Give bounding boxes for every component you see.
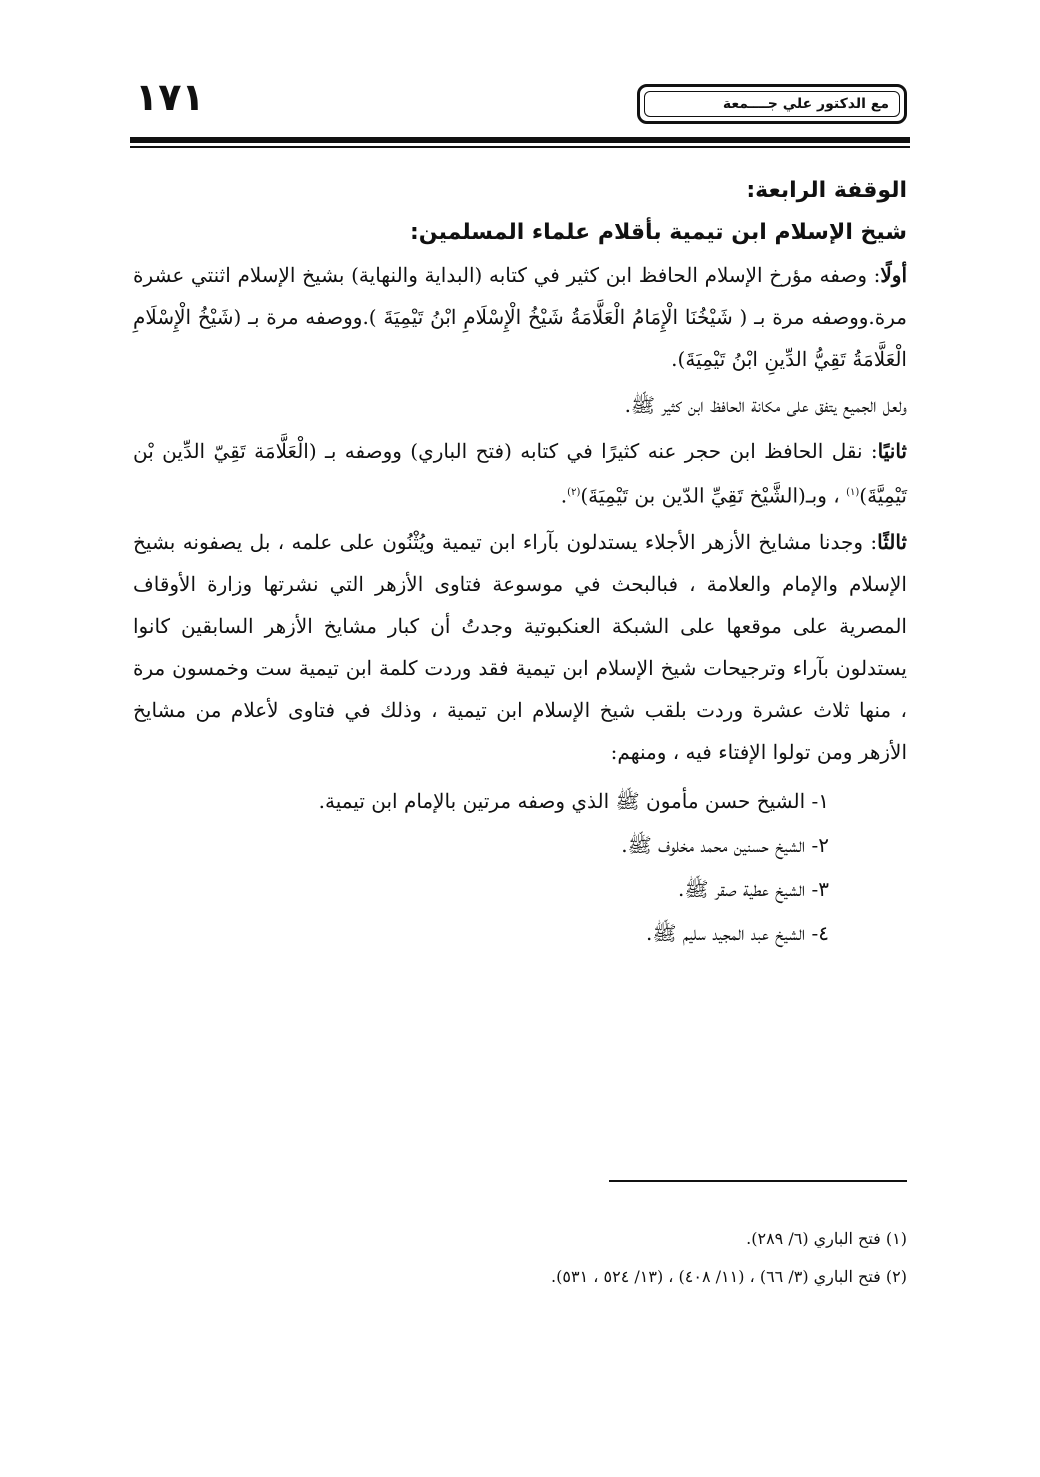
running-head-title: مع الدكتور علي جــــمعة [644,91,900,117]
running-head-frame [637,84,907,124]
paragraph-third-lead: ثالثًا [877,529,907,554]
footnote-ref-2[interactable]: (٢) [567,487,581,498]
footnote-ref-1[interactable]: (١) [846,487,860,498]
page-number: ١٧١ [135,75,205,119]
paragraph-second [133,430,907,517]
paragraph-third [133,521,907,773]
list-item: ٢- الشيخ حسنين محمد مخلوف ﷺ. [621,832,829,857]
main-content [133,170,907,955]
paragraph-second-mid: ، وبـ(الشَّيْخ تَقِيِّ الدّين بن تَيْمِيَةَ) [580,483,847,508]
paragraph-second-text: : نقل الحافظ ابن حجر عنه كثيرًا في كتابه (فتح الباري) ووصفه بـ (الْعَلَّامَة تَقِيّ الدِّين بْن تَيْمِيَّةَ) [133,439,907,508]
paragraph-second-end: . [560,483,568,508]
footnote-1: (١) فتح الباري (٦/ ٢٨٩). [746,1229,907,1248]
paragraph-second-lead: ثانيًا [877,439,907,463]
header-rule-thick [130,137,910,143]
paragraph-ibn-kathir-text: ولعل الجميع يتفق على مكانة الحافظ ابن كثير ﷺ. [624,393,907,417]
footnote-separator [609,1180,907,1182]
footnote-2: (٢) فتح الباري (٣/ ٦٦) ، (١١/ ٤٠٨) ، (١٣/ ٥٢٤ ، ٥٣١). [551,1267,907,1286]
section-subheading: شيخ الإسلام ابن تيمية بأقلام علماء المسلمين: [410,220,907,245]
section-heading: الوقفة الرابعة: [746,178,907,203]
paragraph-ibn-kathir [133,384,907,426]
paragraph-first-lead: أولًا [880,263,907,287]
footnotes [133,1220,907,1296]
paragraph-first [133,254,907,380]
list-item: ٣- الشيخ عطية صقر ﷺ. [677,876,829,901]
list-item: ١- الشيخ حسن مأمون ﷺ الذي وصفه مرتين بالإمام ابن تيمية. [318,788,829,813]
list-item: ٤- الشيخ عبد المجيد سليم ﷺ. [646,920,829,945]
paragraph-first-text: : وصفه مؤرخ الإسلام الحافظ ابن كثير في كتابه (البداية والنهاية) بشيخ الإسلام اثنتي عشرة مرة.ووصفه مرة بـ ( شَيْخُنَا الْإِمَامُ الْعَلَّامَةُ شَيْخُ الْإِسْلَامِ ابْنُ تَيْمِيَةَ ).ووصفه مرة بـ (شَيْخُ الْإِسْلَامِ الْعَلَّامَةُ تَقِيُّ الدِّينِ ابْنُ تَيْمِيَةَ). [133,263,907,371]
paragraph-third-text: : وجدنا مشايخ الأزهر الأجلاء يستدلون بآراء ابن تيمية ويُثْنُون على علمه ، بل يصفونه بشيخ الإسلام والإمام والعلامة ، فبالبحث في موسوعة فتاوى الأزهر التي نشرتها وزارة الأوقاف المصرية على موقعها على الشبكة العنكبوتية وجدتُ أن كبار مشايخ الأزهر السابقين كانوا يستدلون بآراء وترجيحات شيخ الإسلام ابن تيمية فقد وردت كلمة ابن تيمية ست وخمسون مرة ، منها ثلاث عشرة وردت بلقب شيخ الإسلام ابن تيمية ، وذلك في فتاوى لأعلام من مشايخ الأزهر ومن تولوا الإفتاء فيه ، ومنهم: [133,529,907,764]
scholars-list [133,779,907,955]
header-rule-thin [130,146,910,148]
